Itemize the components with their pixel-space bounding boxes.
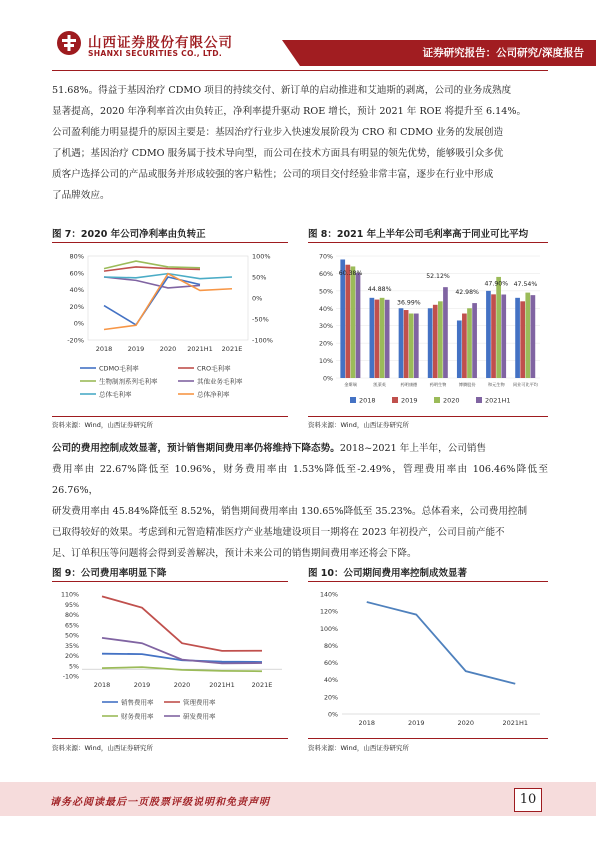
text-line: 了品牌效应。 [52,190,110,201]
legend-swatch [350,397,356,403]
paragraph-2 [52,438,548,564]
text-line: 显著提高，2020 年净利率首次由负转正，净利率提升驱动 ROE 增长，预计 2021 年 ROE 将提升至 6.14%。 [52,106,527,117]
bar [428,308,433,378]
y-tick-label: 60% [324,660,338,668]
bold-lead: 公司的费用控制成效显著，预计销售期间费用率仍将维持下降态势。 [52,443,340,454]
fig7-source: 资料来源：Wind，山西证券研究所 [52,421,153,429]
bar [467,308,472,378]
data-label: 60.38% [338,269,363,277]
y-tick-label: 40% [319,305,333,313]
x-tick-label: 凯莱英 [373,382,387,387]
y-tick-label: 40% [324,677,338,685]
y-tick-label: 95% [65,601,79,609]
fig10-source: 资料来源：Wind，山西证券研究所 [308,744,409,752]
legend-label: 研发费用率 [183,712,216,721]
fig7-rule [52,242,288,243]
fig7-chart [52,246,288,412]
bar [491,294,496,378]
bar [438,301,443,378]
fig10-bottom-rule [308,738,548,739]
company-name-en: SHANXI SECURITIES CO., LTD. [88,49,223,58]
text-line: 已取得较好的效果。考虑到和元智造精准医疗产业基地建设项目一期将在 2023 年初投产，公司目前产能不 [52,527,505,538]
legend-label: 2018 [359,396,376,405]
x-tick-label: 药明康德 [400,382,418,387]
x-tick-label: 2021E [221,345,243,353]
x-tick-label: 2021H1 [209,681,235,689]
text-line: 了机遇；基因治疗 CDMO 服务属于技术导向型，而公司在技术方面具有明显的领先优势，能够吸引众多优 [52,148,504,159]
y-tick-label: 20% [324,694,338,702]
legend-label: 其他业务毛利率 [197,377,243,386]
bar [472,303,477,378]
company-name-cn: 山西证券股份有限公司 [88,35,233,51]
fig9-source: 资料来源：Wind，山西证券研究所 [52,744,153,752]
fig9-chart [52,584,288,734]
fig10-chart [308,584,548,734]
y-tick-label: 10% [319,358,333,366]
text-line: 质客户选择公司的产品或服务并形成较强的客户粘性；公司的项目交付经验非常丰富，逐步在行业中形成 [52,169,494,180]
fig9-rule [52,581,288,582]
bar [370,298,375,378]
x-tick-label: 金斯瑞 [344,382,357,387]
text-line: 2018~2021 年上半年，公司销售 [339,443,487,454]
y-tick-label: 65% [65,622,79,630]
fig7-bottom-rule [52,416,288,417]
bar [375,300,380,378]
y-tick-label: 5% [69,663,79,671]
y-tick-label: 50% [319,288,333,296]
x-tick-label: 2019 [133,681,151,689]
data-label: 42.98% [455,289,479,297]
x-tick-label: 2020 [457,719,475,727]
text-line: 公司盈利能力明显提升的原因主要是：基因治疗行业步入快速发展阶段为 CRO 和 CDMO 业务的发展创造 [52,127,504,138]
bar [486,291,491,378]
y-tick-label: 50% [65,632,79,640]
page-number: 10 [514,788,542,812]
bar [340,259,345,378]
fig10-title: 图 10：公司期间费用率控制成效显著 [308,568,468,579]
legend-label: 总体净利率 [197,390,230,399]
data-label: 36.99% [397,299,421,307]
y-left-tick-label: 0% [73,319,84,328]
y-tick-label: 30% [319,323,333,331]
text-line: 费用率由 22.67%降低至 10.96%，财务费用率由 1.53%降低至-2.49%，管理费用率由 106.46%降低至 26.76%， [52,464,548,496]
y-tick-label: 100% [319,625,338,633]
y-right-tick-label: -50% [252,315,269,324]
x-tick-label: 2018 [93,681,111,689]
x-tick-label: 2019 [127,345,145,353]
fig8-rule [308,242,548,243]
legend-swatch [392,397,398,403]
logo-mark-icon [56,30,82,56]
legend-label: 2021H1 [485,396,511,405]
series-line [367,602,516,684]
x-tick-label: 博腾股份 [458,382,476,387]
paragraph-1 [52,80,548,206]
data-label: 52.12% [426,273,450,281]
x-tick-label: 2019 [407,719,425,727]
bar [409,314,414,378]
bar [501,295,506,378]
legend-label: 财务费用率 [121,712,154,721]
bar [515,298,520,378]
y-tick-label: 120% [319,608,338,616]
fig9-title: 图 9：公司费用率明显下降 [52,568,167,579]
y-right-tick-label: -100% [252,336,273,345]
bar [462,314,467,378]
x-tick-label: 2021E [251,681,273,689]
x-tick-label: 药明生物 [429,382,447,387]
y-right-tick-label: 50% [252,273,267,282]
data-label: 47.54% [513,281,538,289]
y-tick-label: 140% [319,591,338,599]
legend-label: 生物制剂系列毛利率 [99,377,158,386]
legend-label: CDMO毛利率 [99,364,139,373]
bar [520,301,525,378]
bar [351,266,356,378]
report-type-banner: 证券研究报告：公司研究/深度报告 [300,40,596,66]
fig8-title: 图 8：2021 年上半年公司毛利率高于同业可比平均 [308,229,529,240]
y-tick-label: -10% [62,673,79,681]
y-tick-label: 80% [65,612,79,619]
footer-disclaimer: 请务必阅读最后一页股票评级说明和免责声明 [50,797,270,808]
legend-swatch [434,397,440,403]
legend-label: 销售费用率 [121,698,154,707]
y-tick-label: 0% [328,711,338,719]
y-tick-label: 110% [60,591,79,599]
y-tick-label: 20% [319,340,333,348]
legend-label: 2019 [401,396,418,405]
legend-swatch [476,397,482,403]
x-tick-label: 2020 [173,681,191,689]
y-tick-label: 70% [319,253,333,261]
legend-label: 2020 [443,396,460,405]
fig8-source: 资料来源：Wind，山西证券研究所 [308,421,409,429]
bar [531,295,536,378]
bar [414,314,419,378]
bar [496,277,501,378]
bar [385,300,390,378]
x-tick-label: 2021H1 [187,345,213,353]
y-left-tick-label: 80% [69,252,84,261]
x-tick-label: 2018 [358,719,376,727]
y-left-tick-label: 60% [69,269,84,278]
x-tick-label: 2021H1 [502,719,529,727]
bar [356,273,361,378]
data-label: 44.88% [367,285,392,293]
x-tick-label: 和元生物 [487,382,505,387]
y-right-tick-label: 0% [252,294,263,303]
x-tick-label: 2020 [159,345,177,353]
fig7-title: 图 7：2020 年公司净利率由负转正 [52,229,206,240]
x-tick-label: 同业可比平均 [512,382,538,387]
y-tick-label: 20% [65,653,79,660]
series-line [102,596,262,650]
bar [525,293,530,378]
bar [443,287,448,378]
text-line: 51.68%。得益于基因治疗 CDMO 项目的持续交付、新订单的启动推进和艾迪斯的剥离，公司的业务成熟度 [52,85,512,96]
text-line: 研发费用率由 45.84%降低至 8.52%，销售期间费用率由 130.65%降低至 35.23%。总体看来，公司费用控制 [52,506,528,517]
bar [457,320,462,378]
y-left-tick-label: 20% [69,302,84,311]
bar [404,310,409,378]
fig8-chart [308,246,548,412]
text-line-first [52,438,548,459]
bar [345,265,350,378]
fig9-bottom-rule [52,738,288,739]
company-logo [56,30,82,56]
text-line: 足、订单积压等问题将会得到妥善解决，预计未来公司的销售期间费用率还将会下降。 [52,548,417,559]
y-tick-label: 80% [324,642,338,650]
fig8-bottom-rule [308,416,548,417]
banner-corner [282,40,300,66]
bar [399,308,404,378]
x-tick-label: 2018 [95,345,113,353]
y-right-tick-label: 100% [252,252,271,261]
series-line [104,274,232,330]
bar [380,298,385,378]
legend-label: 管理费用率 [183,698,216,707]
data-label: 47.90% [484,280,509,288]
y-tick-label: 35% [65,642,79,650]
series-line [102,654,262,662]
fig10-rule [308,581,548,582]
header-rule [52,70,548,71]
y-left-tick-label: 40% [69,286,84,295]
legend-label: CRO毛利率 [197,364,231,373]
bar [433,305,438,378]
y-tick-label: 0% [323,375,333,383]
y-left-tick-label: -20% [67,336,84,345]
legend-label: 总体毛利率 [99,390,132,399]
y-tick-label: 60% [319,270,333,278]
